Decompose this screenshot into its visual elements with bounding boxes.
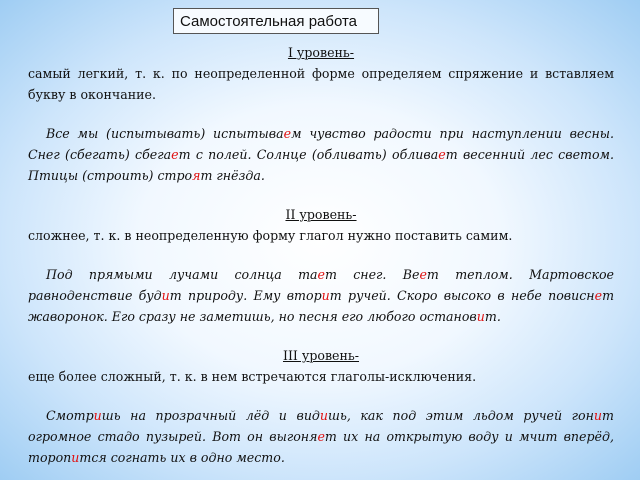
level-3-description: еще более сложный, т. к. в нем встречаются глаголы-исключения. <box>28 369 477 384</box>
highlighted-ending: е <box>171 147 179 162</box>
highlighted-ending: и <box>319 408 329 423</box>
highlighted-ending: е <box>283 126 292 141</box>
level-1-example: Все мы (испытывать) испытываем чувство радости при наступлении весны. Снег (сбегать) сбегает с полей. Солнце (обливать) обливает весенний лес светом. Птицы (строить) строят гнёзда. <box>28 126 614 183</box>
level-2-heading: II уровень- <box>285 207 357 222</box>
level-2-example: Под прямыми лучами солнца тает снег. Веет теплом. Мартовское равноденствие будит природу. Ему вторит ручей. Скоро высоко в небе повиснет жаворонок. Его сразу не заметишь, но песня его любого остановит. <box>28 267 615 324</box>
highlighted-ending: и <box>161 288 170 303</box>
level-1-description: самый легкий, т. к. по неопределенной форме определяем спряжение и вставляем букву в окончание. <box>28 66 614 102</box>
highlighted-ending: и <box>71 450 80 465</box>
title-box <box>173 8 379 34</box>
highlighted-ending: е <box>317 429 325 444</box>
page-title: Самостоятельная работа <box>180 13 358 30</box>
level-3-heading: III уровень- <box>282 348 360 363</box>
content <box>28 42 614 468</box>
highlighted-ending: е <box>317 267 325 282</box>
highlighted-ending: е <box>419 267 427 282</box>
level-3-example: Смотришь на прозрачный лёд и видишь, как под этим льдом ручей гонит огромное стадо пузырей. Вот он выгоняет их на открытую воду и мчит вперёд, торопится согнать их в одно место. <box>28 408 614 465</box>
level-2-description: сложнее, т. к. в неопределенную форму глагол нужно поставить самим. <box>28 228 513 243</box>
highlighted-ending: и <box>476 309 485 324</box>
highlighted-ending: я <box>192 168 201 183</box>
highlighted-ending: е <box>594 288 603 303</box>
highlighted-ending: и <box>593 408 603 423</box>
highlighted-ending: и <box>93 408 102 423</box>
level-1-heading: I уровень- <box>287 45 355 60</box>
highlighted-ending: и <box>321 288 330 303</box>
highlighted-ending: е <box>438 147 446 162</box>
